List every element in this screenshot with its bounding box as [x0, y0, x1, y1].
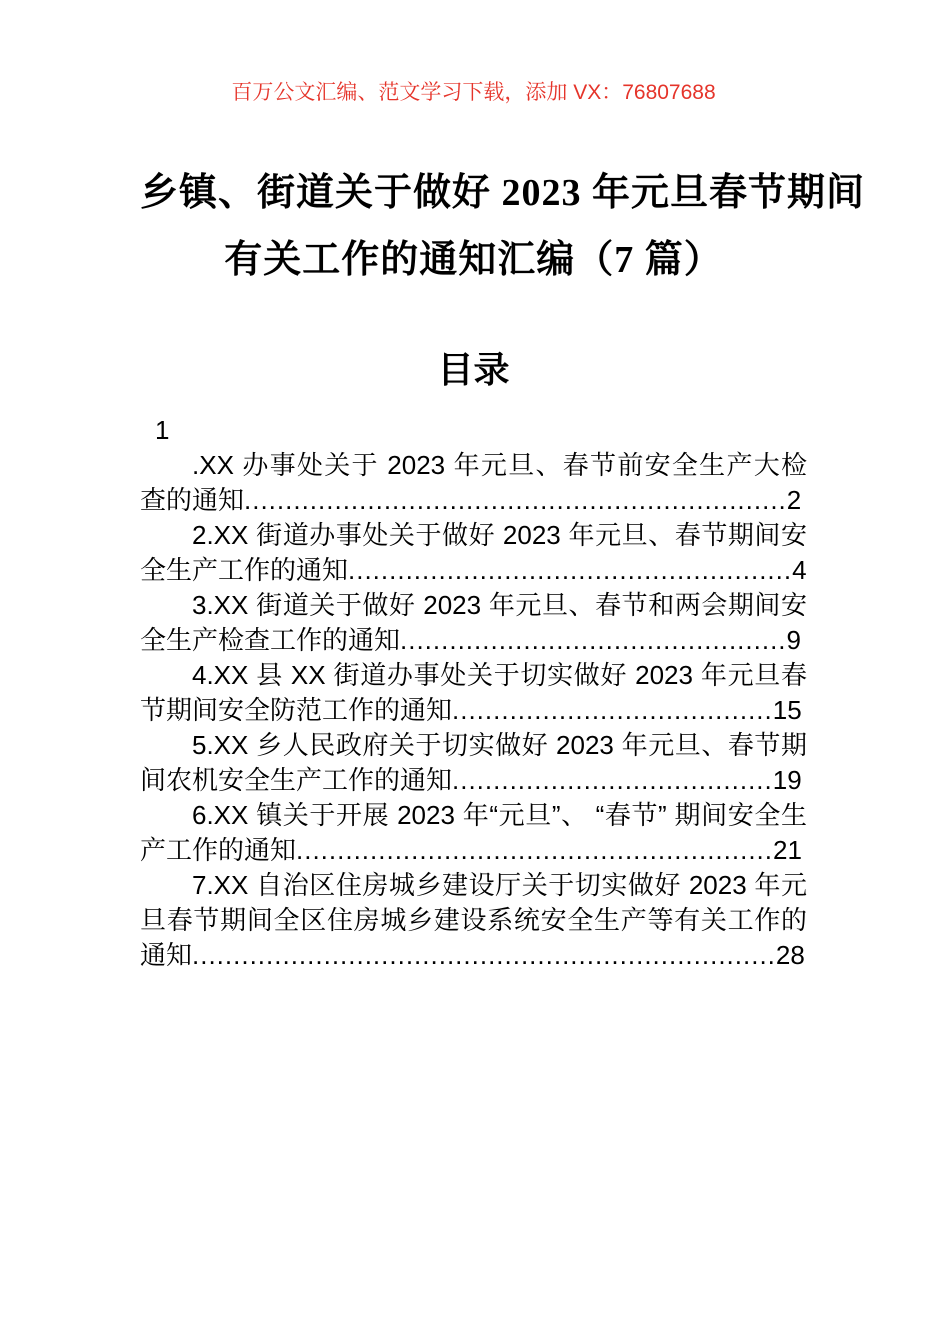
toc-entry[interactable] [140, 448, 807, 518]
document-title-line-2: 有关工作的通知汇编（7 篇） [224, 239, 723, 281]
document-title [140, 160, 866, 294]
toc-entry-page-number: 21 [773, 835, 802, 865]
toc-entry-title: 5.XX 乡人民政府关于切实做好 2023 年元旦、春节期间农机安全生产工作的通知 [140, 730, 807, 795]
dot-leader: .................................................................. [244, 485, 787, 515]
toc-entry-title: 4.XX 县 XX 街道办事处关于切实做好 2023 年元旦春节期间安全防范工作的通知 [140, 660, 807, 725]
toc-entry-list [140, 448, 807, 973]
toc-entry[interactable] [140, 728, 807, 798]
dot-leader: .......................................................... [296, 835, 773, 865]
toc-entry-page-number: 19 [772, 765, 802, 795]
dot-leader: ....................................................................... [192, 940, 776, 970]
toc-entry[interactable] [140, 588, 807, 658]
toc-entry-title: 3.XX 街道关于做好 2023 年元旦、春节和两会期间安全生产检查工作的通知 [140, 590, 807, 655]
watermark-header-note: 百万公文汇编、范文学习下载，添加 VX：76807688 [231, 81, 716, 104]
toc-stray-number: 1 [155, 415, 170, 445]
dot-leader: ............................................... [400, 625, 787, 655]
toc-entry-page-number: 2 [786, 485, 802, 515]
toc-entry-title: 2.XX 街道办事处关于做好 2023 年元旦、春节期间安全生产工作的通知 [140, 520, 807, 585]
toc-entry-page-number: 28 [775, 940, 805, 970]
toc-entry-title: 7.XX 自治区住房城乡建设厅关于切实做好 2023 年元旦春节期间全区住房城乡建设系统安全生产等有关工作的通知 [140, 870, 807, 970]
toc-entry-page-number: 4 [792, 555, 807, 585]
toc-entry-page-number: 9 [786, 625, 801, 655]
dot-leader: ....................................... [452, 695, 773, 725]
toc-entry[interactable] [140, 868, 807, 973]
dot-leader: ....................................... [452, 765, 773, 795]
toc-entry-title: .XX 办事处关于 2023 年元旦、春节前安全生产大检查的通知 [140, 450, 807, 515]
document-title-line-1: 乡镇、街道关于做好 2023 年元旦春节期间 [140, 172, 866, 214]
toc-heading: 目录 [437, 350, 510, 390]
toc-entry[interactable] [140, 658, 807, 728]
toc-entry-page-number: 15 [772, 695, 802, 725]
toc-entry[interactable] [140, 798, 807, 868]
table-of-contents [140, 413, 807, 973]
toc-entry-title: 6.XX 镇关于开展 2023 年“元旦”、 “春节” 期间安全生产工作的通知 [140, 800, 807, 865]
toc-entry[interactable] [140, 518, 807, 588]
dot-leader: ...................................................... [348, 555, 793, 585]
